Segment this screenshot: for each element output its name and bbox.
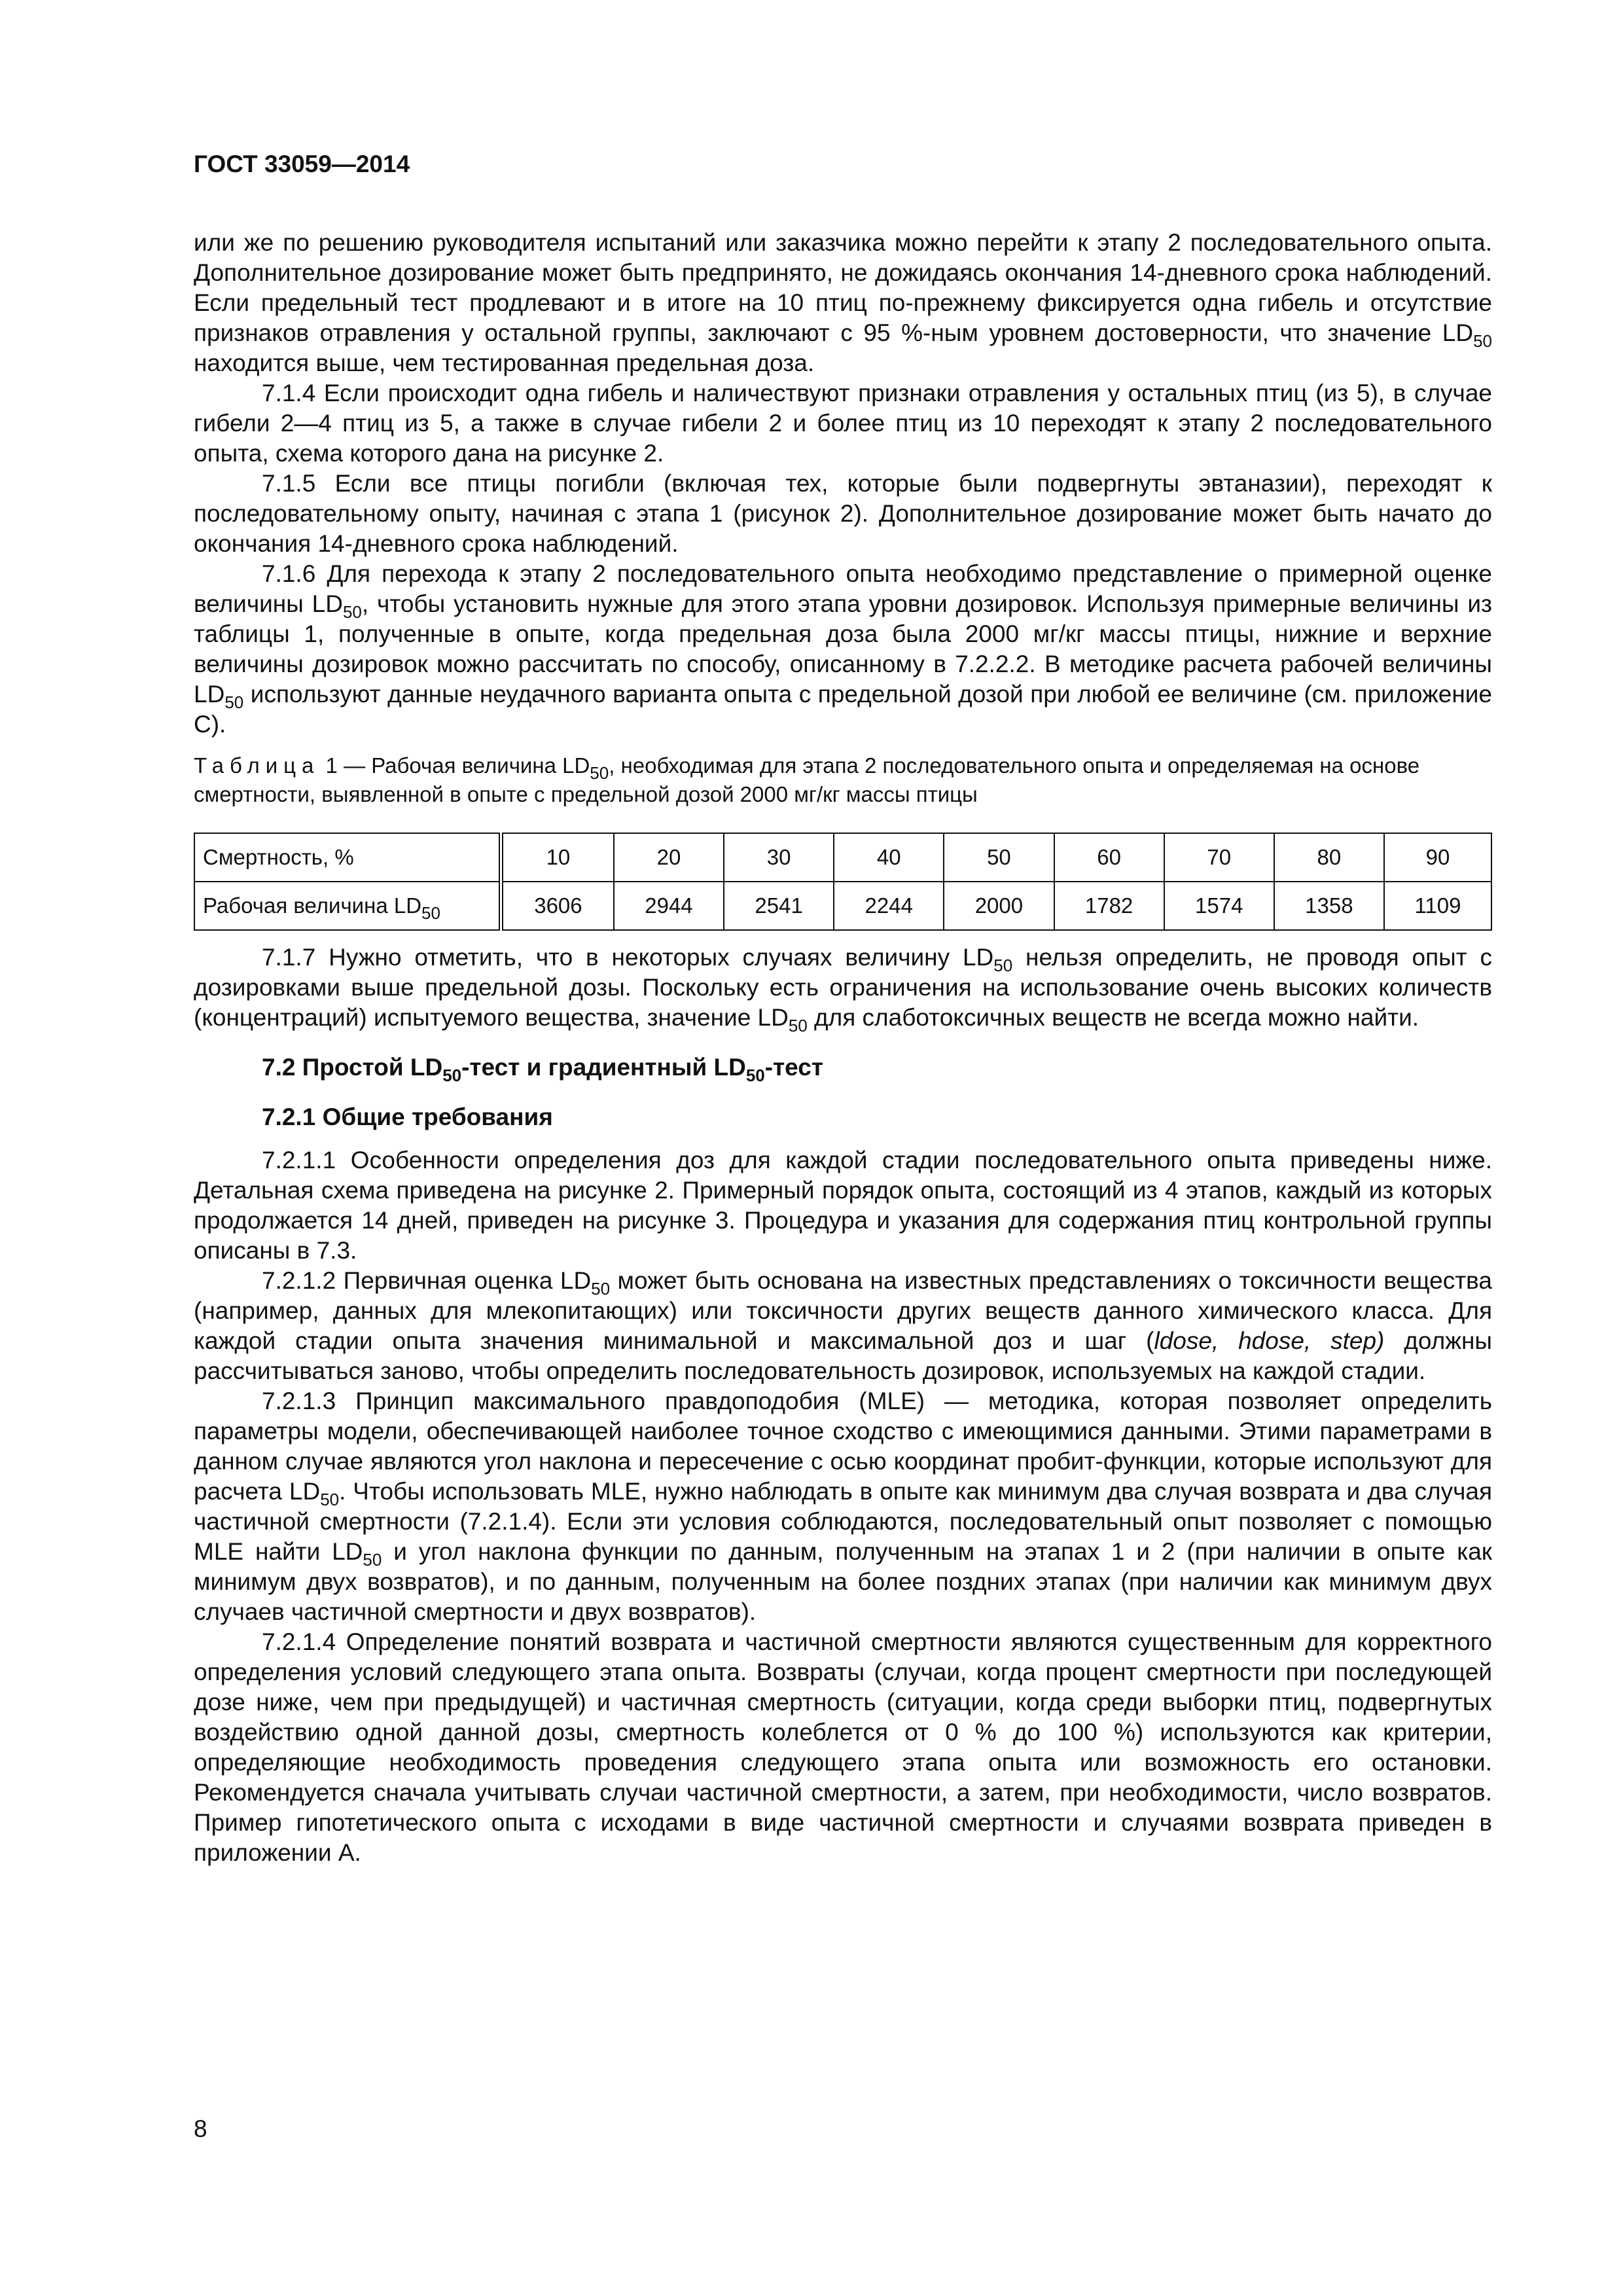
paragraph-7-1-6: 7.1.6 Для перехода к этапу 2 последовательного опыта необходимо представление о примерной оценке величины $LD_{50}$, чтобы установить нужные для этого этапа уровни дозировок. Используя примерные величины из таблицы 1, полученные в опыте, когда предельная доза была 2000 мг/кг массы птицы, нижние и верхние величины дозировок можно рассчитать по способу, описанному в 7.2.2.2. В методике расчета рабочей величины $LD_{50}$ используют данные неудачного варианта опыта с предельной дозой при любой ее величине (см. приложение С). bbox=[194, 560, 1492, 738]
table-cell: 2541 bbox=[724, 882, 834, 930]
table-cell: 3606 bbox=[501, 882, 614, 930]
paragraph-7-2-1-3: 7.2.1.3 Принцип максимального правдоподобия (MLE) — методика, которая позволяет определить параметры модели, обеспечивающей наиболее точное сходство с имеющимися данными. Этими параметрами в данном случае являются угол наклона и пересечение с осью координат пробит-функции, которые используют для расчета $LD_{50}$. Чтобы использовать MLE, нужно наблюдать в опыте как минимум два случая возврата и два случая частичной смертности (7.2.1.4). Если эти условия соблюдаются, последовательный опыт позволяет с помощью MLE найти $LD_{50}$ и угол наклона функции по данным, полученным на этапах 1 и 2 (при наличии в опыте как минимум двух возвратов), и по данным, полученным на более поздних этапах (при наличии как минимум двух случаев частичной смертности и двух возвратов). bbox=[194, 1388, 1492, 1625]
table-cell: 20 bbox=[614, 833, 724, 882]
table-cell: 1109 bbox=[1384, 882, 1491, 930]
table-row-header: Смертность, % bbox=[194, 833, 501, 882]
table-cell: 1782 bbox=[1054, 882, 1164, 930]
paragraph-7-2-1-4: 7.2.1.4 Определение понятий возврата и частичной смертности являются существенным для корректного определения условий следующего этапа опыта. Возвраты (случаи, когда процент смертности при последующей дозе ниже, чем при предыдущей) и частичная смертность (ситуации, когда среди выборки птиц, подвергнутых воздействию одной данной дозы, смертность колеблется от 0 % до 100 %) используются как критерии, определяющие необходимость проведения следующего этапа опыта или возможность его остановки. Рекомендуется сначала учитывать случаи частичной смертности, а затем, при необходимости, число возвратов. Пример гипотетического опыта с исходами в виде частичной смертности и случаями возврата приведен в приложении А. bbox=[194, 1628, 1492, 1866]
table-row bbox=[194, 833, 1491, 882]
document-body bbox=[194, 228, 1492, 1868]
document-header: ГОСТ 33059—2014 bbox=[194, 151, 410, 177]
table-cell: 1358 bbox=[1274, 882, 1384, 930]
table-cell: 50 bbox=[944, 833, 1054, 882]
table-cell: 2244 bbox=[834, 882, 944, 930]
table-cell: 90 bbox=[1384, 833, 1491, 882]
section-heading-7-2-1: 7.2.1 Общие требования bbox=[262, 1103, 553, 1130]
table-row-header: Рабочая величина $LD_{50}$ bbox=[194, 882, 501, 930]
paragraph-7-1-4: 7.1.4 Если происходит одна гибель и наличествуют признаки отравления у остальных птиц (из 5), в случае гибели 2—4 птиц из 5, а также в случае гибели 2 и более птиц из 10 переходят к этапу 2 последовательного опыта, схема которого дана на рисунке 2. bbox=[194, 380, 1492, 467]
table-cell: 1574 bbox=[1164, 882, 1274, 930]
section-heading-7-2: 7.2 Простой $LD_{50}$-тест и градиентный $LD_{50}$-тест bbox=[262, 1054, 823, 1085]
table-cell: 70 bbox=[1164, 833, 1274, 882]
table-cell: 2000 bbox=[944, 882, 1054, 930]
table-cell: 60 bbox=[1054, 833, 1164, 882]
paragraph-7-2-1-1: 7.2.1.1 Особенности определения доз для каждой стадии последовательного опыта приведены ниже. Детальная схема приведена на рисунке 2. Примерный порядок опыта, состоящий из 4 этапов, каждый из которых продолжается 14 дней, приведен на рисунке 3. Процедура и указания для содержания птиц контрольной группы описаны в 7.3. bbox=[194, 1147, 1492, 1264]
paragraph-7-1-7: 7.1.7 Нужно отметить, что в некоторых случаях величину $LD_{50}$ нельзя определить, не проводя опыт с дозировками выше предельной дозы. Поскольку есть ограничения на использование очень высоких количеств (концентраций) испытуемого вещества, значение $LD_{50}$ для слаботоксичных веществ не всегда можно найти. bbox=[194, 944, 1493, 1035]
table-cell: 40 bbox=[834, 833, 944, 882]
table-cell: 30 bbox=[724, 833, 834, 882]
paragraph-continuation: или же по решению руководителя испытаний или заказчика можно перейти к этапу 2 последовательного опыта. Дополнительное дозирование может быть предпринято, не дожидаясь окончания 14-дневного срока наблюдений. Если предельный тест продлевают и в итоге на 10 птиц по-прежнему фиксируется одна гибель и отсутствие признаков отравления у остальной группы, заключают с 95 %-ным уровнем достоверности, что значение $LD_{50}$ находится выше, чем тестированная предельная доза. bbox=[194, 229, 1492, 376]
table-cell: 2944 bbox=[614, 882, 724, 930]
table-cell: 80 bbox=[1274, 833, 1384, 882]
paragraph-7-2-1-2: 7.2.1.2 Первичная оценка $LD_{50}$ может быть основана на известных представлениях о токсичности вещества (например, данных для млекопитающих) или токсичности других веществ данного химического класса. Для каждой стадии опыта значения минимальной и максимальной доз и шаг (ldose, hdose, step) должны рассчитываться заново, чтобы определить последовательность дозировок, используемых на каждой стадии. bbox=[194, 1267, 1492, 1384]
paragraph-7-1-5: 7.1.5 Если все птицы погибли (включая тех, которые были подвергнуты эвтаназии), переходят к последовательному опыту, начиная с этапа 1 (рисунок 2). Дополнительное дозирование может быть начато до окончания 14-дневного срока наблюдений. bbox=[194, 470, 1492, 557]
table-caption: Таблица 1 — Рабочая величина $LD_{50}$, необходимая для этапа 2 последовательного опыта и определяемая на основе смертности, выявленной в опыте с предельной дозой 2000 мг/кг массы птицы bbox=[194, 753, 1420, 806]
table-row bbox=[194, 882, 1491, 930]
page-number: 8 bbox=[194, 2115, 207, 2142]
table-cell: 10 bbox=[501, 833, 614, 882]
ld50-table bbox=[194, 833, 1492, 931]
